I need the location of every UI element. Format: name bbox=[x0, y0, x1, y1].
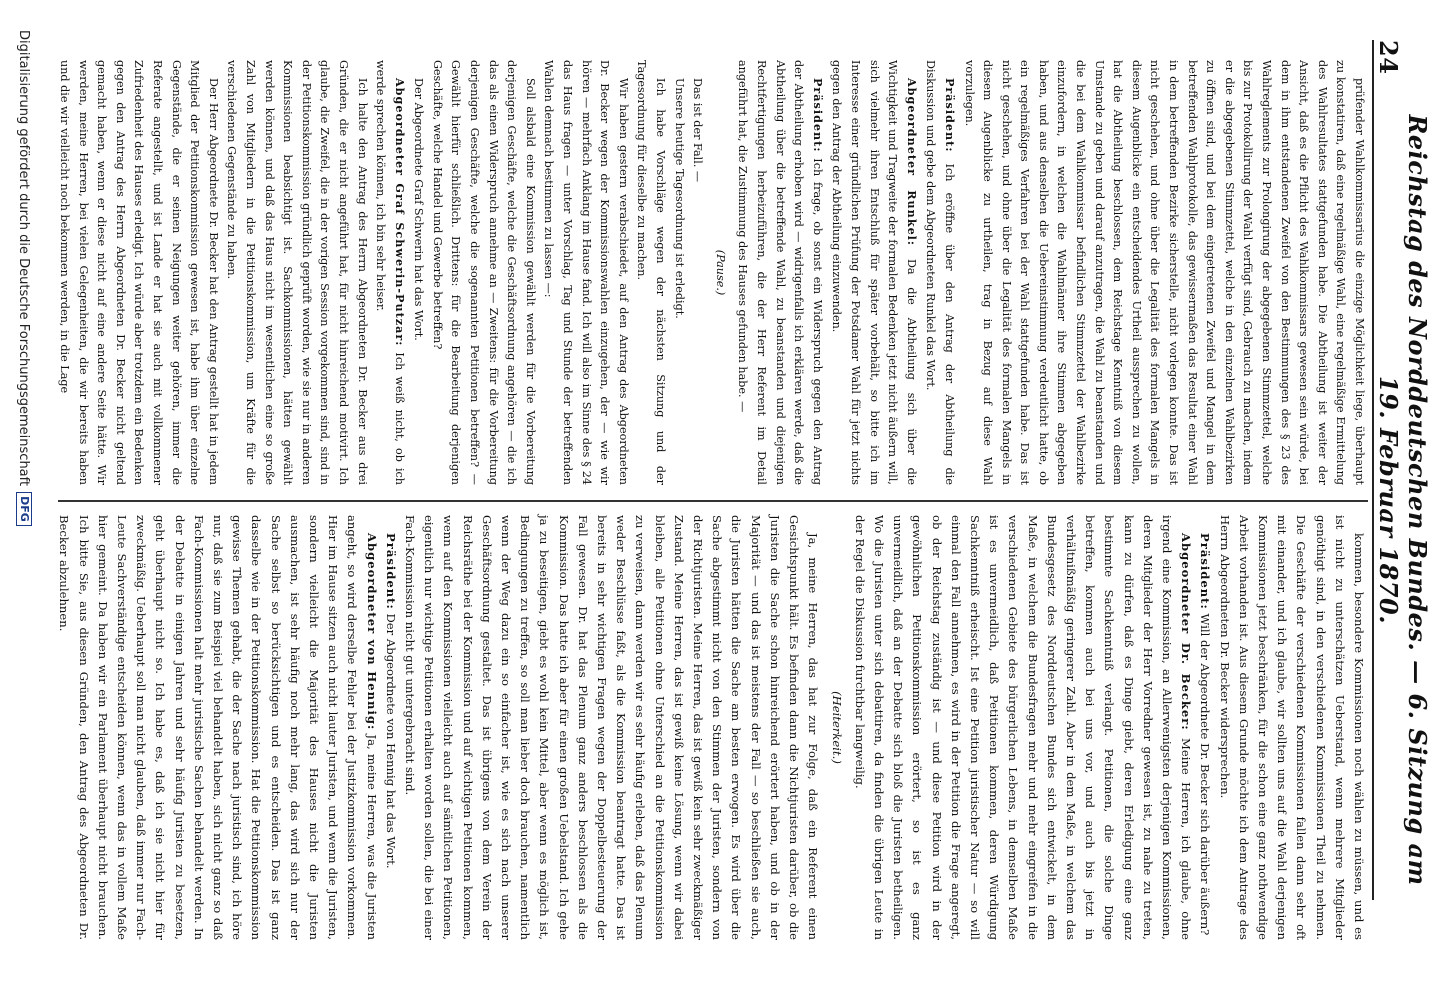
paragraph-text: Ich habe Vorschläge wegen der nächsten Sitzung und der Tagesordnung für dieselbe zu machen. bbox=[635, 60, 668, 485]
text-paragraph bbox=[632, 60, 669, 485]
page-title: Reichstag des Norddeutschen Bundes. — 6. Sitzung am 19. Februar 1870. bbox=[1374, 114, 1432, 886]
paragraph-text: prüfender Wahlkommissarius die einzige Möglichkeit liege, überhaupt zu konstatiren, daß eine regelmäßige Wahl, eine regelmäßige Ermittelung des Wahlresultates stattgefunden habe. Die Abtheilung ist weiter der Ansicht, daß es die Pflicht des Wahlkommissars gewesen sein würde, bei dem in ihm entstandenen Zweifel von den Bestimmungen des § 23 des Wahlreglements zur Prolongirung der abgegebenen Stimmzettel, welche bis zur Protokollirung der Wahl verfügt sind, Gebrauch zu machen, indem er die abgegebenen Stimmzettel, welche in den einzelnen Wahlbezirken zu öffnen sind, und bei dem eingetretenen Zweifel und Mangel in dem betreffenden Wahlprotokolle, das gewissermaßen das Resultat einer Wahl in dem betreffenden Bezirke sicherstelle, nicht vorlegen konnte. Das ist nicht geschehen, und ohne über die Legalität des formalen Mangels in diesem Augenblicke ein entscheidendes Urtheil aussprechen zu wollen, hat die Abtheilung beschlossen, dem Reichstage Kenntniß von diesem Umstande zu geben und darauf anzutragen, die Wahl zu beanstanden und die bei dem Wahlkommissar befindlichen Stimmzettel der Wahlbezirke einzufordern, in welchen die Wahlmänner ihre Stimmen abgegeben haben, und aus denselben die Uebereinstimmung verdeutlicht hatte, ob ein regelmäßiges Verfahren bei der Wahl stattgefunden habe. Das ist nicht geschehen, und ohne über die Legalität des formalen Mangels in diesem Augenblicke zu urtheilen, trag in Bezug auf diese Wahl vorzulegen. bbox=[962, 60, 1366, 485]
paragraph-text: Meine Herren, ich glaube, ohne irgend eine Kommission, an Allerwenigsten derjenigen Kommissionen, deren Mitglieder der Herr Vorredner gewesen ist, zu nahe zu treten, kann zu dürfen, daß es Dinge giebt, deren Erledigung eine ganz bestimmte Sachkenntniß verlangt. Petitionen, die solche Dinge betreffen, kommen auch bei uns vor, und auch bis jetzt in verhältnißmäßig geringerer Zahl. Aber in dem Maße, in welchem das Bundesgesetz des Norddeutschen Bundes sich entwickelt, in dem Maße, in welchem die Bundesfragen mehr und mehr eingreifen in die verschiedenen Gebiete des bürgerlichen Lebens, in demselben Maße ist es unvermeidlich, daß Petitionen kommen, deren Würdigung Sachkenntniß erheischt. Ist eine Petition juristischer Natur — so will einmal den Fall annehmen, es wird in der Petition die Frage angeregt, ob der Reichstag zuständig ist — und diese Petition wird in der gewöhnlichen Petitionskommission erörtert, so ist es ganz unvermeidlich, daß an der Debatte sich bloß die Juristen betheiligen. Wo die Juristen unter sich debattiren, da finden die übrigen Leute in der Regel die Diskussion furchtbar langweilig. bbox=[852, 515, 1194, 941]
text-paragraph bbox=[381, 515, 400, 940]
paragraph-text: Der Abgeordnete von Hennig hat das Wort. bbox=[383, 613, 398, 869]
text-paragraph bbox=[669, 60, 688, 485]
paragraph-text: Der Herr Abgeordnete Dr. Becker hat den Antrag gestellt hat in jedem Mitglied der Petitionskommission gewesen ist, habe ihm über einzelne Gegenstände, die er seinen Neigungen weiter gehören, immer die Referate angestellt, und ist Lande er hat sie auch mit vollkommener Zufriedenheit des Hauses erledigt. Ich würde aber trotzdem ein Bedenken gegen den Antrag des Herrn Abgeordneten Dr. Becker nicht geltend gemacht haben, wenn er diese nicht auf eine andere Seite hätte. Wir werden, meine Herren, bei vielen Gelegenheiten, die wir bereits haben und die wir vielleicht noch bekommen werden, in die Lage bbox=[58, 60, 220, 485]
digitization-footer bbox=[16, 30, 32, 970]
stage-direction: (Heiterkeit.) bbox=[829, 691, 844, 764]
speaker-name: Abgeordneter Graf Schwerin-Putzar: bbox=[392, 78, 407, 347]
column-divider bbox=[58, 500, 1368, 502]
text-paragraph bbox=[1195, 515, 1214, 940]
paragraph-text: kommen, besondere Kommissionen noch wählen zu müssen, und es ist nicht zu unterschätzen Ueberstand, wenn mehrere Mitglieder genöthigt sind, in den verschiedenen Kommissionen Theil zu nehmen. Die Geschäfte der verschiedenen Kommissionen fallen dann sehr oft mit einander, und ich glaube, wir sollten uns auf die Wahl derjenigen Kommissionen jetzt beschränken, für die schon eine ganz nothwendige Arbeit vorhanden ist. Aus diesem Grunde möchte ich dem Antrage des Herrn Abgeordneten Dr. Becker widersprechen. bbox=[1217, 515, 1366, 940]
text-paragraph bbox=[54, 60, 221, 485]
paragraph-text: Ich eröffne über den Antrag der Abtheilung die Diskussion und gebe dem Abgeordneten Runkel das Wort. bbox=[924, 60, 956, 485]
speaker-name: Abgeordneter Dr. Becker: bbox=[1179, 533, 1194, 731]
speaker-name: Abgeordneter von Hennig: bbox=[364, 533, 379, 731]
left-text-column bbox=[54, 60, 1368, 485]
text-paragraph bbox=[222, 60, 371, 485]
paragraph-text: Der Abgeordnete Graf Schwerin hat das Wort. bbox=[412, 78, 426, 341]
text-paragraph bbox=[921, 60, 959, 485]
text-paragraph bbox=[733, 60, 827, 485]
text-paragraph bbox=[959, 60, 1368, 485]
speaker-name: Abgeordneter Runkel: bbox=[904, 78, 919, 247]
text-paragraph bbox=[54, 515, 380, 940]
page-header bbox=[1372, 40, 1432, 900]
text-paragraph bbox=[371, 60, 409, 485]
text-paragraph bbox=[827, 60, 921, 485]
paragraph-text: Ja, meine Herren, das hat zur Folge, daß ein Referent einen Gesichtspunkt hält. Es befinden dann die Nichtjuristen darüber, ob die Juristen die Sache schon hinreichend erörtert haben, und ob in der Majorität — und das ist meistens der Fall — so beschließen sie auch, die Juristen hätten die Sache am besten erwogen. Es wird über die Sache abgestimmt nicht von den Stimmen der Juristen, sondern von der Richtjuristen. Meine Herren, das ist gewiß kein sehr zweckmäßiger Zustand. Meine Herren, das ist gewiß keine Lösung, wenn wir dabei bleiben, alle Petitionen ohne Unterschied an die Petitionskommission zu verweisen, dann werden wir es sehr häufig erleben, daß das Plenum weder Beschlüsse faßt, als die Kommission beantragt hatte. Das ist bereits in sehr wichtigen Fragen wegen der Doppelbesteuerung der Fall gewesen. Dr. hat das Plenum ganz anders beschlossen als die Kommission. Das hatte ich aber für einen großen Uebelstand. Ich gehe ja zu beseitigen, giebt es wohl kein Mittel, aber wenn es möglich ist, Bedingungen zu treffen, so soll man lieber doch brauchen, namentlich wenn der Weg dazu ein so einfacher ist, wie es sich nach unserer Geschäftsordnung gestaltet. Das ist übrigens von dem Verein der Reichsräthe bei der Kommission und auf wichtigen Petitionen kommen, wenn auf den Kommissionen vielleicht auch auf sämtlichen Petitionen, eigentlich nur wichtige Petitionen erhalten worden sollen, die bei einer Fach-Kommission nicht gut untergebracht sind. bbox=[403, 515, 821, 940]
text-paragraph bbox=[539, 60, 632, 485]
paragraph-text: Ja, meine Herren, was die Juristen angeht, so wird derselbe Fehler bei der Justizkommission vorkommen. Hier im Hause sitzen auch nicht lauter Juristen, und wenn die Juristen, sondern vielleicht die Majorität des Hauses nicht die Juristen ausmachen, ist sehr häufig noch mehr lang, das wird sich nur der Sache selbst so berücksichtigen und es entscheiden. Das ist ganz dasselbe wie in der Petitionskommission. Hat die Petitionskommission gewisse Themen gehabt, die der Sache nach juristisch sind, ich höre nur, daß sie zum Beispiel viel behandelt haben, sich nicht ganz so daß Fach-Kommissionen halt mehr juristische Sachen behandelt werden. In der Debatte in einigen Jahren und sehr häufig Juristen zu besetzen, geht überhaupt nicht so. Ich habe es, daß ich sie nicht hier für zweckmäßig. Ueberhaupt soll man nicht glauben, daß immer nur Fach-Leute Sachverständige entscheiden können, wenn das in vollem Maße hier gemeint. Da haben wir ein Parlament überhaupt nicht brauchen. Ich bitte Sie, aus diesen Gründen, den Antrag des Abgeordneten Dr. Becker abzulehnen. bbox=[57, 515, 379, 940]
text-paragraph bbox=[850, 515, 1196, 940]
paragraph-text: Ich frage, ob sonst ein Widerspruch gegen den Antrag der Abtheilung erhoben wird — widrigenfalls ich erklären werde, daß die Abtheilung über die betreffende Wahl, zu beanstanden und diejenigen Rechtfertigungen herbeizuführen, die der Herr Referent im Detail angeführt hat, die Zustimmung des Hauses gefunden habe. — bbox=[736, 60, 824, 485]
paragraph-text: Will der Abgeordnete Dr. Becker sich darüber äußern? bbox=[1198, 613, 1213, 936]
paragraph-text: Das ist der Fall. — bbox=[691, 78, 705, 183]
page-number: 24 bbox=[1374, 40, 1403, 75]
speaker-name: Präsident: bbox=[383, 533, 398, 610]
paragraph-text: Ich weiß nicht, ob ich werde sprechen können, ich bin sehr heiser. bbox=[374, 60, 406, 485]
text-paragraph bbox=[409, 60, 428, 485]
stage-direction: (Pause.) bbox=[713, 249, 727, 296]
digitization-note-text: Digitalisierung gefördert durch die Deutsche Forschungsgemeinschaft bbox=[16, 30, 32, 487]
paragraph-text: Wir haben gestern verabschiedet, auf den Antrag des Abgeordneten Dr. Becker wegen der Kommissionswahlen einzugehen, der — wie wir hören — mehrfach Anklang im Hause fand. Ich will also im Sinne des § 24 das Haus fragen — unter Vorschlag, Tag und Stunde der betreffenden Wahlen demnach bestimmen zu lassen —: bbox=[542, 60, 630, 485]
paragraph-text: Ich halte den Antrag des Herrn Abgeordneten Dr. Becker aus drei Gründen, die er nicht angeführt hat, für nicht hinreichend motivirt. Ich glaube, die Zweifel, die in der vorigen Session vorgekommen sind, sind in der Petitionskommission gründlich geprüft worden, wie sie nur in anderen Kommissionen beabsichtigt ist. Sachkommissionen, hätten gewählt werden können, und daß das Haus nicht im wesentlichen eine so große Zahl von Mitgliedern in die Petitionskommission, um Kräfte für die verschiedenen Gegenstände zu haben. bbox=[225, 60, 369, 485]
speaker-name: Präsident: bbox=[810, 78, 825, 153]
text-paragraph bbox=[400, 515, 822, 940]
speaker-name: Präsident: bbox=[1198, 533, 1213, 610]
paragraph-text: Soll alsbald eine Kommission gewählt werden für die Vorbereitung derjenigen Geschäfte, welche die Geschäftsordnung angehören — die ich das als einen Widerspruch annehme an — Zweitens: für die Vorbereitung derjenigen Geschäfte, welche die sogenannten Petitionen betreffen? — Gewählt hierfür schließlich. Drittens: für die Bearbeitung derjenigen Geschäfte, welche Handel und Gewerbe betreffen? bbox=[430, 60, 537, 485]
paragraph-text: Da die Abtheilung sich über die Wichtigkeit und Tragweite der formalen Bedenken jetzt nicht äußern will, sich vielmehr ihren Entschluß für später vorbehält, so bitte ich im Interesse einer gründlichen Prüfung der Potsdamer Wahl für jetzt nichts gegen den Antrag der Abtheilung einzuwenden. bbox=[830, 60, 918, 486]
text-paragraph bbox=[1214, 515, 1368, 940]
dfg-logo: DFG bbox=[16, 492, 32, 526]
text-paragraph bbox=[688, 60, 707, 485]
text-paragraph bbox=[427, 60, 539, 485]
speaker-name: Präsident: bbox=[942, 78, 957, 153]
paragraph-text: Unsere heutige Tagesordnung ist erledigt. bbox=[672, 78, 686, 319]
right-text-column bbox=[54, 515, 1368, 940]
